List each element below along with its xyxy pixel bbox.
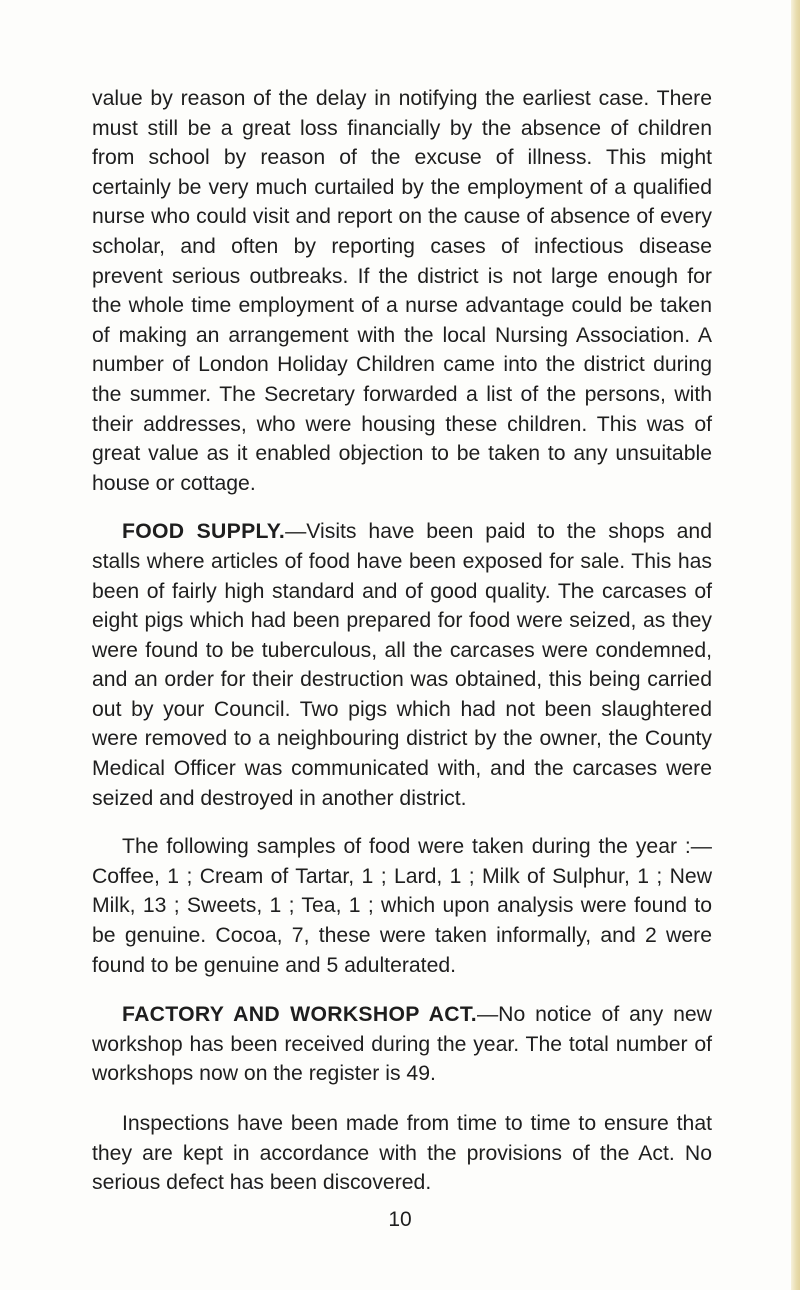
paragraph-text: The following samples of food were taken during the year :— Coffee, 1 ; Cream of Tartar, 1 ; Lard, 1 ; Milk of Sulphur, 1 ; New Milk, 13 ; Sweets, 1 ; Tea, 1 ; which upon analysis were found to be genuine. Cocoa, 7, these were taken informally, and 2 were found to be genuine and 5 adulterated. [92,835,712,977]
paragraph-school-absence [92,84,712,498]
body-text [92,84,712,1198]
paragraph-inspections [92,1109,712,1198]
page-number: 10 [388,1208,412,1231]
paragraph-text: —Visits have been paid to the shops and stalls where articles of food have been exposed for sale. This has been of fairly high standard and of good quality. The carcases of eight pigs which had been prepared for food were seized, as they were found to be tuberculous, all the carcases were condemned, and an order for their destruction was obtained, this being carried out by your Council. Two pigs which had not been slaughtered were removed to a neighbouring district by the owner, the County Medical Officer was communicated with, and the carcases were seized and destroyed in another district. [92,520,712,810]
page-edge [791,0,800,1290]
section-heading-factory-workshop: FACTORY AND WORKSHOP ACT. [122,1003,477,1027]
paragraph-factory-workshop [92,1000,712,1089]
paragraph-text: value by reason of the delay in notifying the earliest case. There must still be a great loss financially by the absence of children from school by reason of the excuse of illness. This might certainly be very much curtailed by the employment of a qualified nurse who could visit and report on the cause of absence of every scholar, and often by reporting cases of infectious disease prevent serious outbreaks. If the district is not large enough for the whole time employment of a nurse advantage could be taken of making an arrangement with the local Nursing Association. A number of London Holiday Children came into the district during the summer. The Secretary forwarded a list of the persons, with their addresses, who were housing these children. This was of great value as it enabled objection to be taken to any unsuitable house or cottage. [92,87,712,495]
paragraph-text: Inspections have been made from time to time to ensure that they are kept in accordance with the provisions of the Act. No serious defect has been discovered. [92,1112,712,1195]
section-heading-food-supply: FOOD SUPPLY. [122,520,286,544]
paragraph-food-supply [92,517,712,813]
paragraph-text: —No notice of any new workshop has been received during the year. The total number of workshops now on the register is 49. [92,1003,712,1086]
paragraph-food-samples [92,832,712,980]
